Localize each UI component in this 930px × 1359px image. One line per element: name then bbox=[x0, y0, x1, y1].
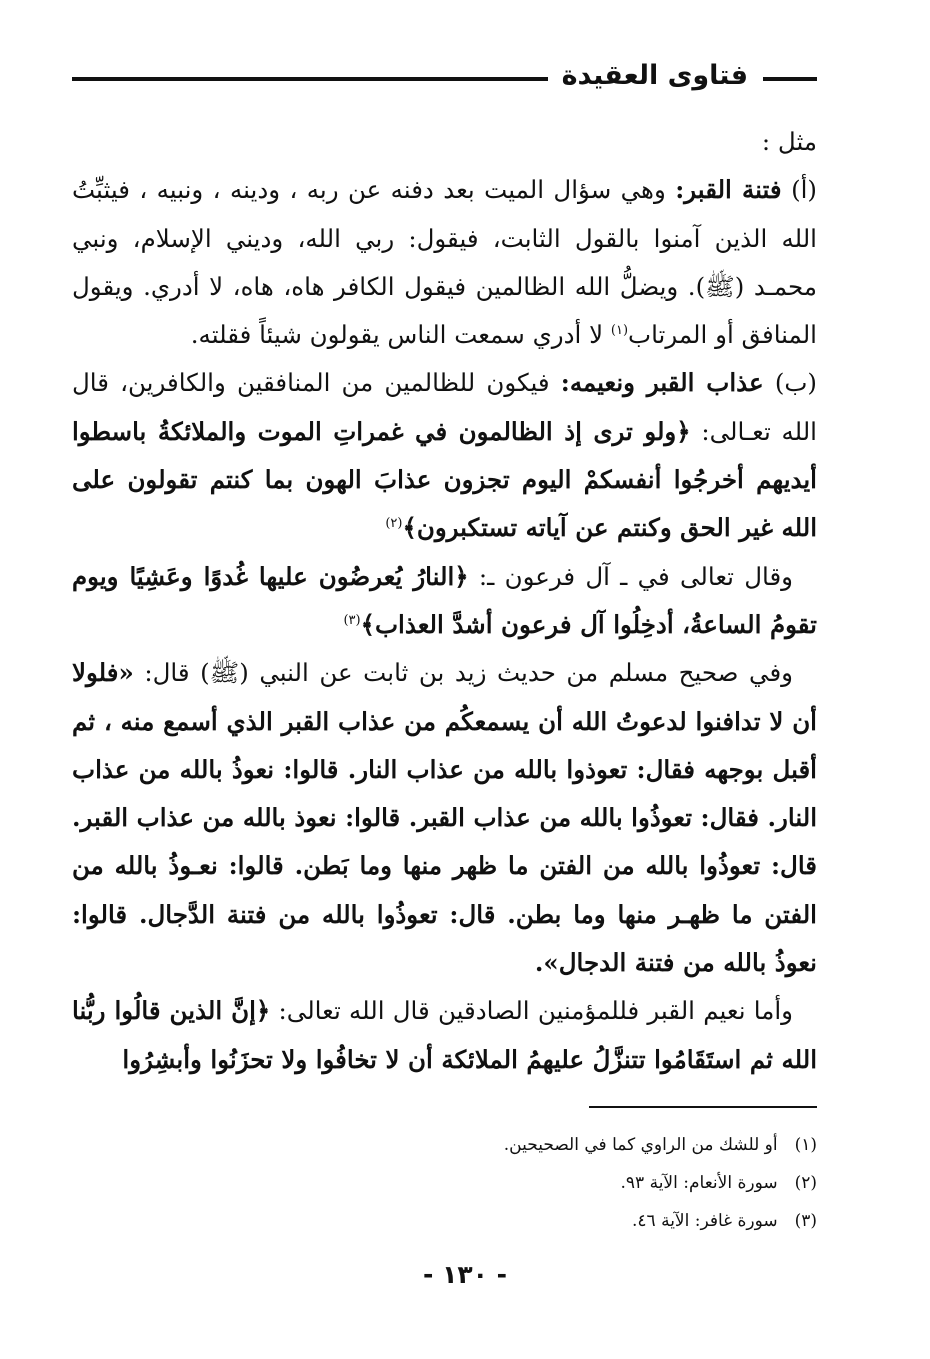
footnote-number: (٢) bbox=[794, 1173, 817, 1193]
paragraph-hadith bbox=[72, 649, 817, 987]
bliss-intro: وأما نعيم القبر فللمؤمنين الصادقين قال الله تعالى: bbox=[278, 996, 793, 1026]
footnotes bbox=[217, 1126, 817, 1240]
footnote-ref-2[interactable]: (٢) bbox=[385, 516, 403, 532]
footnote-number: (١) bbox=[794, 1135, 817, 1155]
footnote-ref-3[interactable]: (٣) bbox=[343, 612, 361, 628]
footnote-number: (٣) bbox=[794, 1211, 817, 1231]
page-number: - ١٣٠ - bbox=[423, 1260, 507, 1289]
item-b-title: عذاب القبر ونعيمه: bbox=[560, 368, 764, 398]
item-a-title: فتنة القبر: bbox=[675, 175, 782, 205]
running-header bbox=[72, 60, 817, 100]
quran-verse-1: ﴿ولو ترى إذ الظالمون في غمراتِ الموت والملائكةُ باسطوا أيديهم أخرجُوا أنفسكمْ اليوم تجزون عذابَ الهون بما كنتم تقولون على الله غير الحق وكنتم عن آياته تستكبرون﴾ bbox=[72, 416, 817, 543]
main-text bbox=[72, 118, 817, 1084]
item-b-label: (ب) bbox=[774, 368, 817, 398]
header-rule-short bbox=[763, 77, 817, 81]
footnote-2 bbox=[217, 1164, 817, 1202]
hadith-text: «فلولا أن لا تدافنوا لدعوتُ الله أن يسمعكُم من عذاب القبر الذي أسمع منه ، ثم أقبل بوجهه فقال: تعوذوا بالله من عذاب النار. قالوا: نعوذُ بالله من عذاب النار. فقال: تعوذُوا بالله من عذاب القبر. قالوا: نعوذ بالله من عذاب القبر. قال: تعوذُوا بالله من الفتن ما ظهر منها وما بَطن. قالوا: نعـوذُ بالله من الفتن ما ظهـر منها وما بطن. قال: تعوذُوا بالله من فتنة الدَّجال. قالوا: نعوذُ بالله من فتنة الدجال». bbox=[72, 658, 817, 978]
footnote-3 bbox=[217, 1202, 817, 1240]
paragraph-bliss bbox=[72, 987, 817, 1084]
footnote-ref-1[interactable]: (١) bbox=[610, 323, 629, 339]
paragraph-pharaoh bbox=[72, 553, 817, 650]
footnote-text: سورة الأنعام: الآية ٩٣. bbox=[620, 1173, 778, 1193]
footnote-text: أو للشك من الراوي كما في الصحيحين. bbox=[503, 1135, 778, 1155]
item-a-label: (أ) bbox=[791, 175, 817, 205]
item-b-text: فيكون للظالمين من المنافقين والكافرين، قال الله تعـالى: bbox=[72, 368, 817, 446]
quran-verse-3: ﴿إنَّ الذين قالُوا ربُّنا الله ثم استَقَامُوا تتنزَّلُ عليهمُ الملائكة أن لا تخافُوا ولا تحزَنُوا وأبشِرُوا bbox=[72, 996, 817, 1074]
paragraph-a bbox=[72, 166, 817, 359]
item-a-text: وهي سؤال الميت بعد دفنه عن ربه ، ودينه ، ونبيه ، فيثبِّتُ الله الذين آمنوا بالقول الثابت، فيقول: ربي الله، وديني الإسلام، ونبي محمـد (ﷺ). ويضلُّ الله الظالمين فيقول الكافر هاه، هاه، لا أدري. ويقول المنافق أو المرتاب bbox=[72, 175, 817, 350]
footnote-divider bbox=[589, 1106, 817, 1108]
header-title: فتاوى العقيدة bbox=[548, 60, 762, 91]
paragraph-b bbox=[72, 359, 817, 552]
pharaoh-intro: وقال تعالى في ـ آل فرعون ـ: bbox=[478, 561, 794, 591]
hadith-intro: وفي صحيح مسلم من حديث زيد بن ثابت عن النبي (ﷺ) قال: bbox=[144, 658, 793, 688]
intro-line: مثل : bbox=[761, 127, 817, 156]
footnote-text: سورة غافر: الآية ٤٦. bbox=[632, 1211, 778, 1231]
header-rule-long bbox=[72, 77, 552, 81]
footnote-1 bbox=[217, 1126, 817, 1164]
item-a-end: لا أدري سمعت الناس يقولون شيئاً فقلته. bbox=[190, 320, 611, 350]
quran-verse-2: ﴿النارُ يُعرضُون عليها غُدوًا وعَشِيًا ويوم تقومُ الساعةُ، أدخِلُوا آل فرعون أشدَّ العذاب﴾ bbox=[72, 561, 817, 639]
